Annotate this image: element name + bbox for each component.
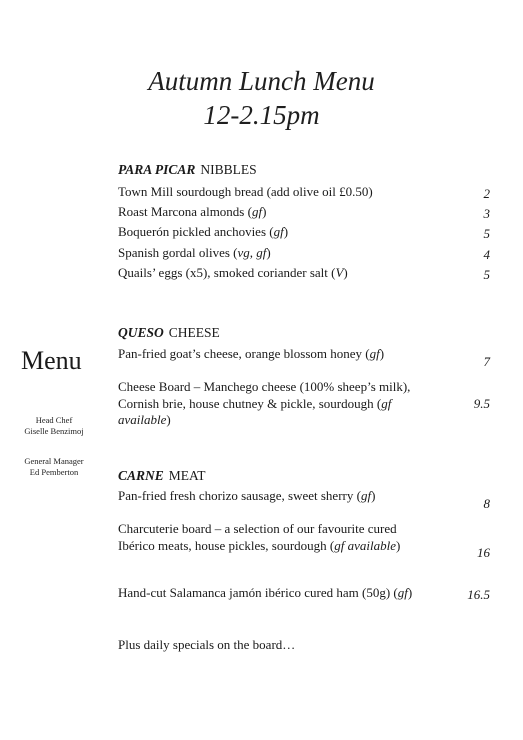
- item-name-close: ): [407, 585, 413, 600]
- item-name-close: ): [166, 412, 171, 427]
- menu-item: [118, 184, 373, 201]
- item-price: 7: [483, 354, 490, 369]
- item-name: Boquerón pickled anchovies (: [118, 224, 274, 239]
- section-label: NIBBLES: [200, 162, 257, 177]
- item-price: 5: [483, 226, 490, 241]
- dietary-tag: gf: [369, 346, 380, 361]
- menu-item: [118, 488, 375, 505]
- menu-item: [118, 585, 412, 602]
- item-price: 5: [483, 267, 490, 282]
- menu-title: Autumn Lunch Menu: [148, 66, 375, 96]
- general-manager-title: General Manager: [24, 456, 84, 466]
- item-name: Charcuterie board – a selection of our favourite cured: [118, 521, 397, 536]
- dietary-tag: gf: [273, 224, 284, 239]
- item-name: Cheese Board – Manchego cheese (100% sheep’s milk),: [118, 379, 411, 394]
- dietary-tag: gf available: [118, 395, 392, 427]
- head-chef-name: Giselle Benzimoj: [24, 426, 84, 436]
- item-name-close: ): [262, 204, 267, 219]
- item-price: 9.5: [473, 396, 490, 411]
- dietary-tag: gf: [251, 204, 263, 219]
- head-chef-title: Head Chef: [35, 415, 73, 425]
- item-price: 8: [483, 496, 490, 511]
- section-label: CHEESE: [168, 325, 220, 340]
- item-name: Pan-fried goat’s cheese, orange blossom honey (: [118, 346, 370, 361]
- menu-item: [118, 204, 266, 221]
- dietary-tag: vg, gf: [237, 245, 267, 260]
- dietary-tag: V: [335, 265, 344, 280]
- item-name-close: ): [343, 265, 348, 280]
- item-price: 16.5: [467, 587, 490, 602]
- section-label: MEAT: [168, 468, 206, 483]
- general-manager-name: Ed Pemberton: [29, 467, 79, 477]
- item-price: 2: [483, 186, 490, 201]
- item-name-close: ): [266, 245, 271, 260]
- dietary-tag: gf: [397, 585, 408, 600]
- item-name: Pan-fried fresh chorizo sausage, sweet sherry (: [118, 488, 361, 503]
- item-name-close: ): [396, 537, 401, 553]
- menu-item: [118, 346, 384, 363]
- item-name: Spanish gordal olives (: [118, 245, 238, 260]
- section-keyword: PARA PICAR: [118, 162, 196, 177]
- dietary-tag: gf: [360, 488, 372, 503]
- specials-note: Plus daily specials on the board…: [118, 637, 296, 652]
- menu-item: [118, 245, 271, 262]
- item-name-cont: Cornish brie, house chutney & pickle, sourdough (: [118, 395, 382, 411]
- section-heading-cheese: [118, 325, 220, 341]
- section-keyword: QUESO: [118, 325, 164, 340]
- item-name-cont: Ibérico meats, house pickles, sourdough (: [118, 537, 335, 553]
- section-heading-meat: [118, 468, 206, 484]
- item-name: Town Mill sourdough bread (add olive oil £0.50): [118, 184, 373, 199]
- section-keyword: CARNE: [118, 468, 164, 483]
- item-price: 16: [477, 545, 490, 560]
- item-name-close: ): [379, 346, 385, 361]
- item-name: Roast Marcona almonds (: [118, 204, 252, 219]
- menu-item: [118, 521, 438, 554]
- item-name: Quails’ eggs (x5), smoked coriander salt (: [118, 265, 336, 280]
- menu-item: [118, 224, 288, 241]
- item-name-close: ): [283, 224, 289, 239]
- menu-item: [118, 265, 348, 282]
- item-price: 3: [483, 206, 490, 221]
- item-name: Hand-cut Salamanca jamón ibérico cured ham (50g) (: [118, 585, 398, 600]
- menu-hours: 12-2.15pm: [203, 100, 320, 130]
- item-price: 4: [483, 247, 490, 262]
- section-heading-nibbles: [118, 162, 257, 178]
- dietary-tag: gf available: [334, 537, 397, 553]
- menu-item: [118, 379, 438, 429]
- sidebar-menu-word: Menu: [21, 346, 82, 375]
- item-name-close: ): [371, 488, 376, 503]
